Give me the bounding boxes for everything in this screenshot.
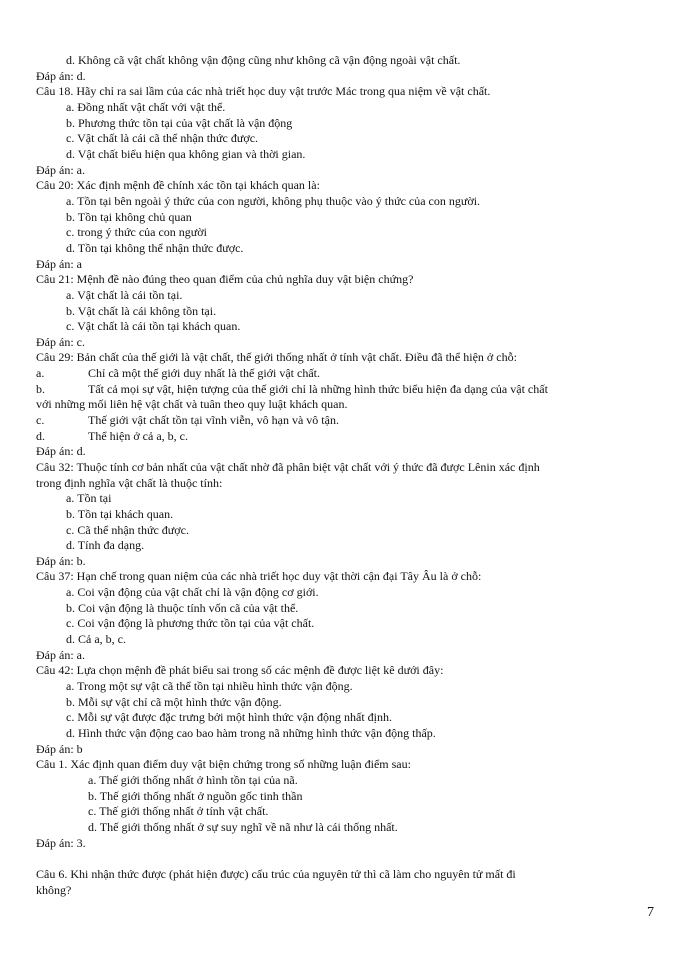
answer-option: a. Vật chất là cái tồn tại. <box>66 288 183 302</box>
answer-option: c. Mỗi sự vật được đặc trưng bởi một hình thức vận động nhất định. <box>66 710 392 724</box>
answer-option: b. Tồn tại khách quan. <box>66 507 174 521</box>
option-text: Tất cả mọi sự vật, hiện tượng của thế giới chỉ là những hình thức biểu hiện đa dạng của vật chất <box>88 382 548 396</box>
answer-option: d. Tồn tại không thể nhận thức được. <box>66 241 244 255</box>
question-37: Câu 37: Hạn chế trong quan niệm của các nhà triết học duy vật thời cận đại Tây Âu là ở chỗ: <box>36 569 482 583</box>
answer-key: Đáp án: d. <box>36 69 86 83</box>
question-21: Câu 21: Mệnh đề nào đúng theo quan điểm của chủ nghĩa duy vật biện chứng? <box>36 272 414 286</box>
question-6: Câu 6. Khi nhận thức được (phát hiện được) cấu trúc của nguyên tử thì cã làm cho nguyên tử mất đi <box>36 867 516 881</box>
option-text: Chỉ cã một thế giới duy nhất là thế giới vật chất. <box>88 366 320 380</box>
question-20: Câu 20: Xác định mệnh đề chính xác tồn tại khách quan là: <box>36 178 320 192</box>
option-label: c. <box>36 413 45 427</box>
answer-option: c. Vật chất là cái cã thể nhận thức được. <box>66 131 259 145</box>
question-32: Câu 32: Thuộc tính cơ bản nhất của vật chất nhờ đã phân biệt vật chất với ý thức đã được Lênin xác định <box>36 460 540 474</box>
answer-option: a. Thế giới thống nhất ở hình tồn tại của nã. <box>88 773 298 787</box>
answer-key: Đáp án: a <box>36 257 82 271</box>
answer-key: Đáp án: a. <box>36 648 85 662</box>
answer-option <box>36 412 339 428</box>
page-number: 7 <box>647 905 654 920</box>
answer-option: d. Không cã vật chất không vận động cũng như không cã vận động ngoài vật chất. <box>66 53 461 67</box>
answer-key: Đáp án: d. <box>36 444 86 458</box>
option-label: a. <box>36 366 45 380</box>
question-42: Câu 42: Lựa chọn mệnh đề phát biểu sai trong số các mệnh đề được liệt kê dưới đây: <box>36 663 444 677</box>
option-text: Thế giới vật chất tồn tại vĩnh viễn, vô hạn và vô tận. <box>88 413 339 427</box>
question-1: Câu 1. Xác định quan điểm duy vật biện chứng trong số những luận điểm sau: <box>36 757 411 771</box>
answer-key: Đáp án: a. <box>36 163 85 177</box>
answer-option: a. Tồn tại <box>66 491 112 505</box>
answer-option <box>36 381 548 397</box>
answer-option <box>36 428 188 444</box>
question-18: Câu 18. Hãy chỉ ra sai lầm của các nhà triết học duy vật trước Mác trong qua niệm về vật chất. <box>36 84 491 98</box>
answer-option: c. trong ý thức của con người <box>66 225 207 239</box>
answer-option: d. Tính đa dạng. <box>66 538 145 552</box>
answer-key: Đáp án: b <box>36 742 83 756</box>
answer-option: d. Vật chất biểu hiện qua không gian và thời gian. <box>66 147 306 161</box>
answer-option: b. Thế giới thống nhất ở nguồn gốc tinh thần <box>88 789 303 803</box>
answer-option: d. Thế giới thống nhất ở sự suy nghĩ về nã như là cái thống nhất. <box>88 820 398 834</box>
answer-key: Đáp án: 3. <box>36 836 86 850</box>
answer-option: c. Thế giới thống nhất ở tính vật chất. <box>88 804 269 818</box>
answer-option <box>36 365 320 381</box>
answer-key: Đáp án: b. <box>36 554 86 568</box>
answer-option: b. Mỗi sự vật chỉ cã một hình thức vận động. <box>66 695 282 709</box>
answer-option: a. Trong một sự vật cã thể tồn tại nhiều hình thức vận động. <box>66 679 353 693</box>
option-label: b. <box>36 382 45 396</box>
question-32-continuation: trong định nghĩa vật chất là thuộc tính: <box>36 476 223 490</box>
option-continuation: với những mối liên hệ vật chất và tuân theo quy luật khách quan. <box>36 397 348 411</box>
answer-option: b. Phương thức tồn tại của vật chất là vận động <box>66 116 293 130</box>
answer-option: b. Coi vận động là thuộc tính vốn cã của vật thể. <box>66 601 299 615</box>
option-label: d. <box>36 429 45 443</box>
answer-option: d. Cả a, b, c. <box>66 632 126 646</box>
answer-option: d. Hình thức vận động cao bao hàm trong nã những hình thức vận động thấp. <box>66 726 436 740</box>
answer-option: a. Coi vận động của vật chất chỉ là vận động cơ giới. <box>66 585 319 599</box>
answer-option: b. Tồn tại không chủ quan <box>66 210 192 224</box>
question-29: Câu 29: Bản chất của thế giới là vật chất, thế giới thống nhất ở tính vật chất. Điều đã thể hiện ở chỗ: <box>36 350 517 364</box>
answer-key: Đáp án: c. <box>36 335 85 349</box>
answer-option: b. Vật chất là cái không tồn tại. <box>66 304 217 318</box>
question-6-continuation: không? <box>36 883 72 897</box>
answer-option: a. Tồn tại bên ngoài ý thức của con người, không phụ thuộc vào ý thức của con người. <box>66 194 481 208</box>
option-text: Thể hiện ở cả a, b, c. <box>88 429 188 443</box>
answer-option: c. Coi vận động là phương thức tồn tại của vật chất. <box>66 616 315 630</box>
answer-option: a. Đồng nhất vật chất với vật thể. <box>66 100 226 114</box>
answer-option: c. Cã thể nhận thức được. <box>66 523 189 537</box>
answer-option: c. Vật chất là cái tồn tại khách quan. <box>66 319 241 333</box>
